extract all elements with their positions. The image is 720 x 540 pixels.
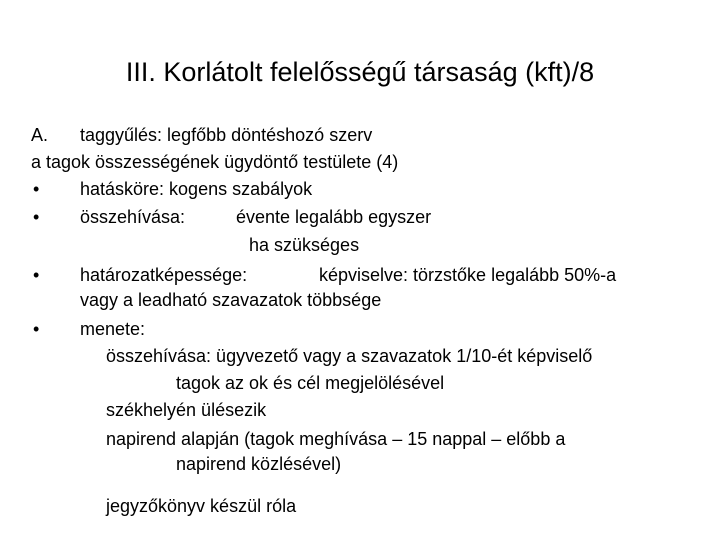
bullet-osszehivasa-label: összehívása: xyxy=(80,207,186,227)
bullet-hatarozatkepessege-label: határozatképessége: xyxy=(80,265,248,285)
subitem-jegyzokonyv: jegyzőkönyv készül róla xyxy=(106,496,297,516)
bullet-hatarozatkepessege-value: képviselve: törzstőke legalább 50%-a xyxy=(319,265,617,285)
bullet-marker: • xyxy=(33,179,40,199)
bullet-menete-label: menete: xyxy=(80,319,146,339)
subitem-osszehivasa-cont: tagok az ok és cél megjelölésével xyxy=(176,373,445,393)
section-heading: taggyűlés: legfőbb döntéshozó szerv xyxy=(80,125,373,145)
bullet-marker: • xyxy=(33,265,40,285)
bullet-osszehivasa-value: évente legalább egyszer xyxy=(236,207,432,227)
subitem-napirend: napirend alapján (tagok meghívása – 15 nappal – előbb a xyxy=(106,429,566,449)
subitem-szekhely: székhelyén ülésezik xyxy=(106,400,267,420)
section-marker: A. xyxy=(31,125,49,145)
slide-title: III. Korlátolt felelősségű társaság (kft)/8 xyxy=(125,57,595,87)
subitem-osszehivasa: összehívása: ügyvezető vagy a szavazatok 1/10-ét képviselő xyxy=(106,346,593,366)
bullet-marker: • xyxy=(33,207,40,227)
subitem-napirend-cont: napirend közlésével) xyxy=(176,454,342,474)
bullet-hataskore: hatásköre: kogens szabályok xyxy=(80,179,313,199)
section-subheading: a tagok összességének ügydöntő testülete (4) xyxy=(31,152,399,172)
bullet-hatarozatkepessege-value-cont: vagy a leadható szavazatok többsége xyxy=(80,290,382,310)
bullet-marker: • xyxy=(33,319,40,339)
bullet-osszehivasa-value-cont: ha szükséges xyxy=(249,235,360,255)
